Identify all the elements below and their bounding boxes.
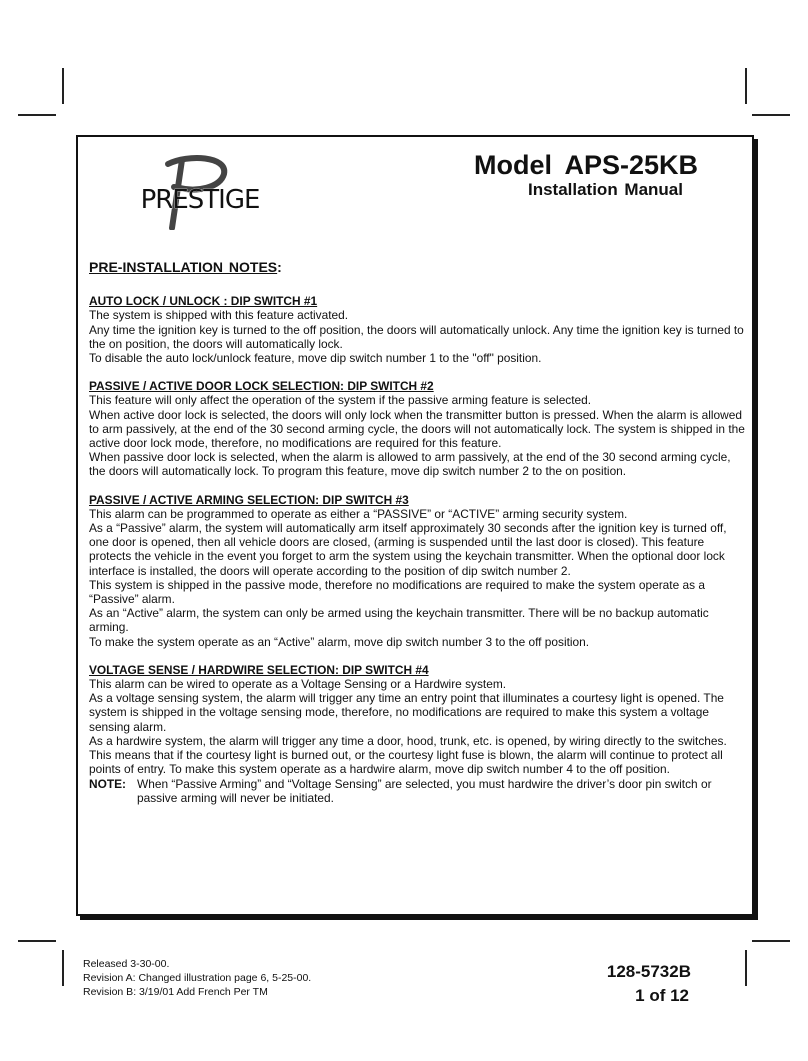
crop-mark-bottom-right-horizontal xyxy=(752,940,790,942)
section-heading: AUTO LOCK / UNLOCK : DIP SWITCH #1 xyxy=(89,294,318,309)
paragraph: When passive door lock is selected, when the alarm is allowed to arm passively, at the end of the 30 second arming cycle, the doors will automatically lock. To program this feature, move dip switch number 2 to the on position. xyxy=(89,450,731,479)
paragraph: As a voltage sensing system, the alarm will trigger any time an entry point that illuminates a courtesy light is opened. The system is shipped in the voltage sensing mode, therefore, no modifications are required to make this system a voltage sensing alarm. xyxy=(89,691,724,734)
crop-mark-bottom-left-horizontal xyxy=(18,940,56,942)
paragraph: As an “Active” alarm, the system can only be armed using the keychain transmitter. There will be no backup automatic arming. xyxy=(89,606,709,635)
paragraph: This alarm can be wired to operate as a Voltage Sensing or a Hardwire system. xyxy=(89,677,507,692)
revision-history xyxy=(83,957,311,999)
section-heading: VOLTAGE SENSE / HARDWIRE SELECTION: DIP SWITCH #4 xyxy=(89,662,429,677)
crop-mark-top-right-vertical xyxy=(745,68,747,104)
model-title: Model APS-25KB xyxy=(473,150,698,180)
section-door-lock-selection xyxy=(89,379,746,478)
revision-a-line: Revision A: Changed illustration page 6, 5-25-00. xyxy=(83,972,312,984)
paragraph: To disable the auto lock/unlock feature, move dip switch number 1 to the "off" position. xyxy=(89,351,542,366)
note-text: When “Passive Arming” and “Voltage Sensing” are selected, you must hardwire the driver’s door pin switch or passive arming will never be initiated. xyxy=(137,776,712,805)
paragraph: This system is shipped in the passive mode, therefore no modifications are required to make the system operate as a “Passive” alarm. xyxy=(89,577,705,607)
document-body xyxy=(89,260,746,805)
note-label: NOTE: xyxy=(89,776,126,791)
page-number: 1 of 12 xyxy=(635,986,689,1005)
crop-mark-top-right-horizontal xyxy=(752,114,790,116)
paragraph: The system is shipped with this feature activated. xyxy=(89,308,349,323)
paragraph: This alarm can be programmed to operate as either a “PASSIVE” or “ACTIVE” arming security system. xyxy=(89,506,628,521)
release-line: Released 3-30-00. xyxy=(83,958,170,970)
manual-subtitle: Installation Manual xyxy=(527,180,683,199)
pre-installation-heading-colon: : xyxy=(277,259,282,275)
revision-b-line: Revision B: 3/19/01 Add French Per TM xyxy=(83,986,268,998)
section-heading: PASSIVE / ACTIVE DOOR LOCK SELECTION: DIP SWITCH #2 xyxy=(89,379,434,394)
section-arming-selection xyxy=(89,493,746,649)
note-block xyxy=(89,777,746,805)
section-auto-lock xyxy=(89,294,746,365)
pre-installation-heading-text: PRE-INSTALLATION NOTES xyxy=(89,259,278,275)
crop-mark-top-left-vertical xyxy=(62,68,64,104)
paragraph: As a “Passive” alarm, the system will automatically arm itself approximately 30 seconds after the ignition key is turned off, one door is opened, then all vehicle doors are closed, (arming is suspended until the last door is closed). This feature protects the vehicle in the event you forget to arm the system using the keychain transmitter. When the optional door lock interface is installed, the doors will operate according to the position of dip switch number 2. xyxy=(89,521,727,578)
section-voltage-sense xyxy=(89,663,746,805)
paragraph: Any time the ignition key is turned to the off position, the doors will automatically unlock. Any time the ignition key is turned to the on position, the doors will automatically lock. xyxy=(89,322,744,351)
crop-mark-bottom-right-vertical xyxy=(745,950,747,986)
paragraph: When active door lock is selected, the doors will only lock when the transmitter button is pressed. When the alarm is allowed to arm passively, at the end of the 30 second arming cycle, the doors will not automatically lock. The system is shipped in the active door lock mode, therefore, no modifications are required for this feature. xyxy=(89,407,745,451)
crop-mark-top-left-horizontal xyxy=(18,114,56,116)
paragraph: This feature will only affect the operation of the system if the passive arming feature is selected. xyxy=(89,393,592,408)
paragraph: To make the system operate as an “Active” alarm, move dip switch number 3 to the off position. xyxy=(89,634,590,649)
crop-mark-bottom-left-vertical xyxy=(62,950,64,986)
section-heading: PASSIVE / ACTIVE ARMING SELECTION: DIP SWITCH #3 xyxy=(89,492,409,507)
pre-installation-heading xyxy=(89,260,746,274)
paragraph: As a hardwire system, the alarm will trigger any time a door, hood, trunk, etc. is opened, by wiring directly to the switches. This means that if the courtesy light is burned out, or the courtesy light fuse is blown, the alarm will continue to protect all points of entry. To make this system operate as a hardwire alarm, move dip switch number 4 to the off position. xyxy=(89,733,727,777)
prestige-logo xyxy=(110,152,290,230)
document-number: 128-5732B xyxy=(606,962,691,981)
logo-wordmark: PRESTIGE xyxy=(140,185,260,215)
